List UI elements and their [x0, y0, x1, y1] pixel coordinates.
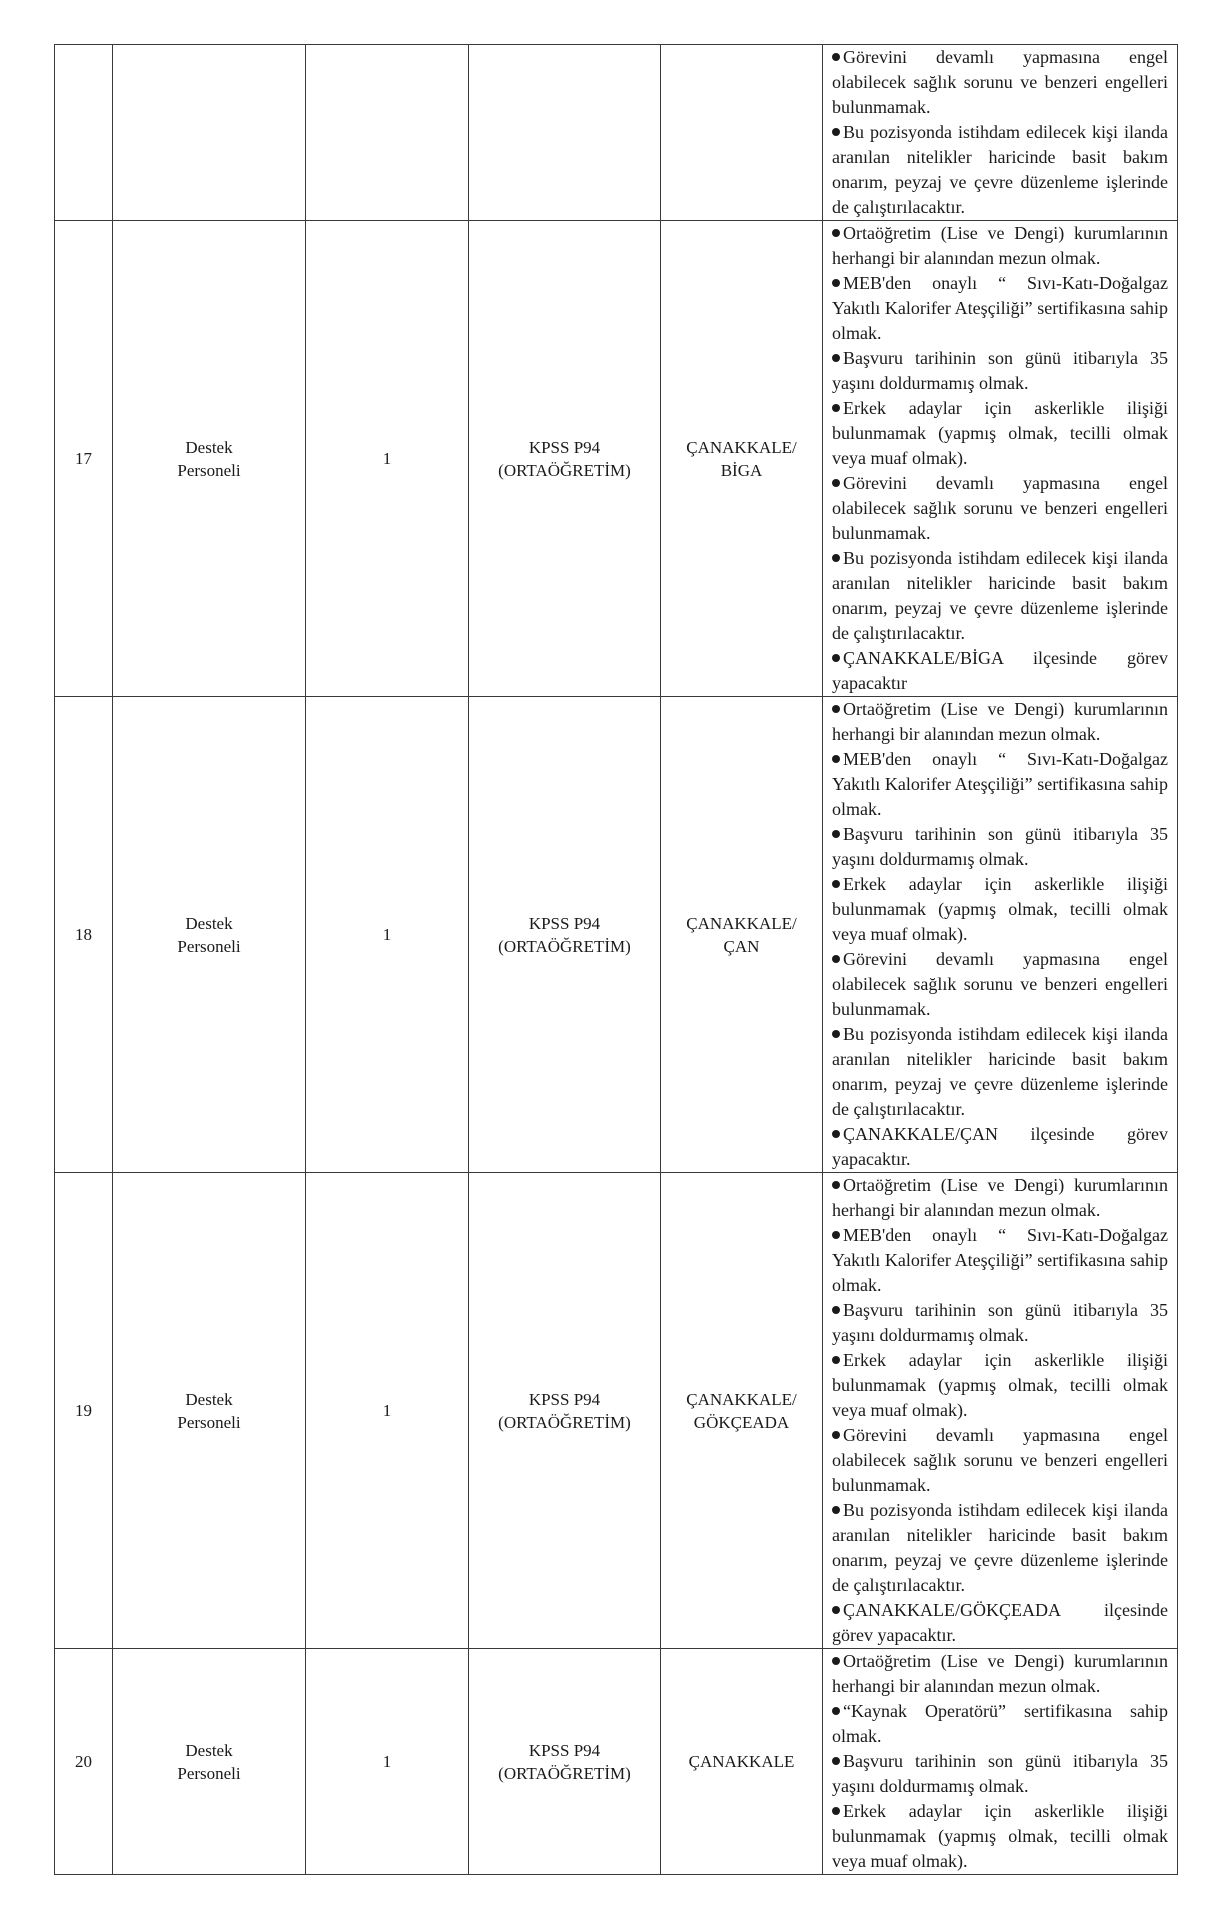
position-title [113, 45, 306, 221]
requirements-cell [823, 1173, 1178, 1649]
position-number: 19 [55, 1173, 113, 1649]
bullet-icon [832, 1807, 840, 1815]
table-row [55, 1173, 1178, 1649]
exam-type [469, 45, 661, 221]
requirement-item: Görevini devamlı yapmasına engel olabilecek sağlık sorunu ve benzeri engelleri bulunmamak. [832, 949, 1168, 1019]
requirements-cell [823, 221, 1178, 697]
bullet-icon [832, 1306, 840, 1314]
requirement-item: ÇANAKKALE/GÖKÇEADA ilçesinde görev yapacaktır. [832, 1600, 1168, 1645]
requirement-item: MEB'den onaylı “ Sıvı-Katı-Doğalgaz Yakıtlı Kalorifer Ateşçiliği” sertifikasına sahip olmak. [832, 273, 1168, 343]
bullet-icon [832, 1030, 840, 1038]
requirement-item: Bu pozisyonda istihdam edilecek kişi ilanda aranılan nitelikler haricinde basit bakım onarım, peyzaj ve çevre düzenleme işlerinde de çalıştırılacaktır. [832, 548, 1168, 643]
exam-type: KPSS P94 (ORTAÖĞRETİM) [469, 1649, 661, 1875]
position-title: Destek Personeli [113, 697, 306, 1173]
requirements-cell [823, 1649, 1178, 1875]
bullet-icon [832, 1606, 840, 1614]
requirement-item: Erkek adaylar için askerlikle ilişiği bulunmamak (yapmış olmak, tecilli olmak veya muaf olmak). [832, 1801, 1168, 1871]
requirement-item: Bu pozisyonda istihdam edilecek kişi ilanda aranılan nitelikler haricinde basit bakım onarım, peyzaj ve çevre düzenleme işlerinde de çalıştırılacaktır. [832, 1024, 1168, 1119]
position-title: Destek Personeli [113, 1649, 306, 1875]
bullet-icon [832, 955, 840, 963]
table-row [55, 697, 1178, 1173]
position-title: Destek Personeli [113, 221, 306, 697]
requirement-item: Erkek adaylar için askerlikle ilişiği bulunmamak (yapmış olmak, tecilli olmak veya muaf olmak). [832, 398, 1168, 468]
requirement-item: “Kaynak Operatörü” sertifikasına sahip olmak. [832, 1701, 1168, 1746]
requirement-item: Başvuru tarihinin son günü itibarıyla 35 yaşını doldurmamış olmak. [832, 348, 1168, 393]
position-title: Destek Personeli [113, 1173, 306, 1649]
bullet-icon [832, 1757, 840, 1765]
position-count: 1 [306, 697, 469, 1173]
bullet-icon [832, 1181, 840, 1189]
requirement-item: MEB'den onaylı “ Sıvı-Katı-Doğalgaz Yakıtlı Kalorifer Ateşçiliği” sertifikasına sahip olmak. [832, 749, 1168, 819]
table-row [55, 221, 1178, 697]
bullet-icon [832, 830, 840, 838]
exam-type: KPSS P94 (ORTAÖĞRETİM) [469, 221, 661, 697]
bullet-icon [832, 128, 840, 136]
work-location: ÇANAKKALE/ ÇAN [661, 697, 823, 1173]
table-row [55, 45, 1178, 221]
requirement-item: Başvuru tarihinin son günü itibarıyla 35 yaşını doldurmamış olmak. [832, 1751, 1168, 1796]
bullet-icon [832, 1657, 840, 1665]
bullet-icon [832, 1231, 840, 1239]
requirement-item: Ortaöğretim (Lise ve Dengi) kurumlarının herhangi bir alanından mezun olmak. [832, 1175, 1168, 1220]
requirement-item: ÇANAKKALE/ÇAN ilçesinde görev yapacaktır. [832, 1124, 1168, 1169]
requirement-item: Ortaöğretim (Lise ve Dengi) kurumlarının herhangi bir alanından mezun olmak. [832, 699, 1168, 744]
bullet-icon [832, 1431, 840, 1439]
requirement-item: Ortaöğretim (Lise ve Dengi) kurumlarının herhangi bir alanından mezun olmak. [832, 223, 1168, 268]
requirement-item: Başvuru tarihinin son günü itibarıyla 35 yaşını doldurmamış olmak. [832, 1300, 1168, 1345]
bullet-icon [832, 554, 840, 562]
positions-table [54, 44, 1178, 1875]
bullet-icon [832, 654, 840, 662]
table-row [55, 1649, 1178, 1875]
requirement-item: Bu pozisyonda istihdam edilecek kişi ilanda aranılan nitelikler haricinde basit bakım onarım, peyzaj ve çevre düzenleme işlerinde de çalıştırılacaktır. [832, 122, 1168, 217]
position-number [55, 45, 113, 221]
bullet-icon [832, 880, 840, 888]
bullet-icon [832, 1506, 840, 1514]
bullet-icon [832, 479, 840, 487]
requirement-item: Erkek adaylar için askerlikle ilişiği bulunmamak (yapmış olmak, tecilli olmak veya muaf olmak). [832, 1350, 1168, 1420]
bullet-icon [832, 404, 840, 412]
requirement-item: MEB'den onaylı “ Sıvı-Katı-Doğalgaz Yakıtlı Kalorifer Ateşçiliği” sertifikasına sahip olmak. [832, 1225, 1168, 1295]
exam-type: KPSS P94 (ORTAÖĞRETİM) [469, 1173, 661, 1649]
bullet-icon [832, 279, 840, 287]
position-count: 1 [306, 221, 469, 697]
bullet-icon [832, 1130, 840, 1138]
work-location: ÇANAKKALE/ GÖKÇEADA [661, 1173, 823, 1649]
requirement-item: Erkek adaylar için askerlikle ilişiği bulunmamak (yapmış olmak, tecilli olmak veya muaf olmak). [832, 874, 1168, 944]
position-number: 20 [55, 1649, 113, 1875]
bullet-icon [832, 755, 840, 763]
requirement-item: Başvuru tarihinin son günü itibarıyla 35 yaşını doldurmamış olmak. [832, 824, 1168, 869]
work-location: ÇANAKKALE [661, 1649, 823, 1875]
work-location: ÇANAKKALE/ BİGA [661, 221, 823, 697]
requirement-item: Görevini devamlı yapmasına engel olabilecek sağlık sorunu ve benzeri engelleri bulunmamak. [832, 473, 1168, 543]
position-count [306, 45, 469, 221]
exam-type: KPSS P94 (ORTAÖĞRETİM) [469, 697, 661, 1173]
bullet-icon [832, 1356, 840, 1364]
bullet-icon [832, 1707, 840, 1715]
work-location [661, 45, 823, 221]
bullet-icon [832, 354, 840, 362]
requirements-cell [823, 45, 1178, 221]
bullet-icon [832, 229, 840, 237]
requirement-item: Görevini devamlı yapmasına engel olabilecek sağlık sorunu ve benzeri engelleri bulunmamak. [832, 1425, 1168, 1495]
requirement-item: Bu pozisyonda istihdam edilecek kişi ilanda aranılan nitelikler haricinde basit bakım onarım, peyzaj ve çevre düzenleme işlerinde de çalıştırılacaktır. [832, 1500, 1168, 1595]
position-number: 17 [55, 221, 113, 697]
bullet-icon [832, 53, 840, 61]
requirements-cell [823, 697, 1178, 1173]
requirement-item: Ortaöğretim (Lise ve Dengi) kurumlarının herhangi bir alanından mezun olmak. [832, 1651, 1168, 1696]
bullet-icon [832, 705, 840, 713]
position-count: 1 [306, 1173, 469, 1649]
position-number: 18 [55, 697, 113, 1173]
position-count: 1 [306, 1649, 469, 1875]
requirement-item: Görevini devamlı yapmasına engel olabilecek sağlık sorunu ve benzeri engelleri bulunmamak. [832, 47, 1168, 117]
requirement-item: ÇANAKKALE/BİGA ilçesinde görev yapacaktır [832, 648, 1168, 693]
